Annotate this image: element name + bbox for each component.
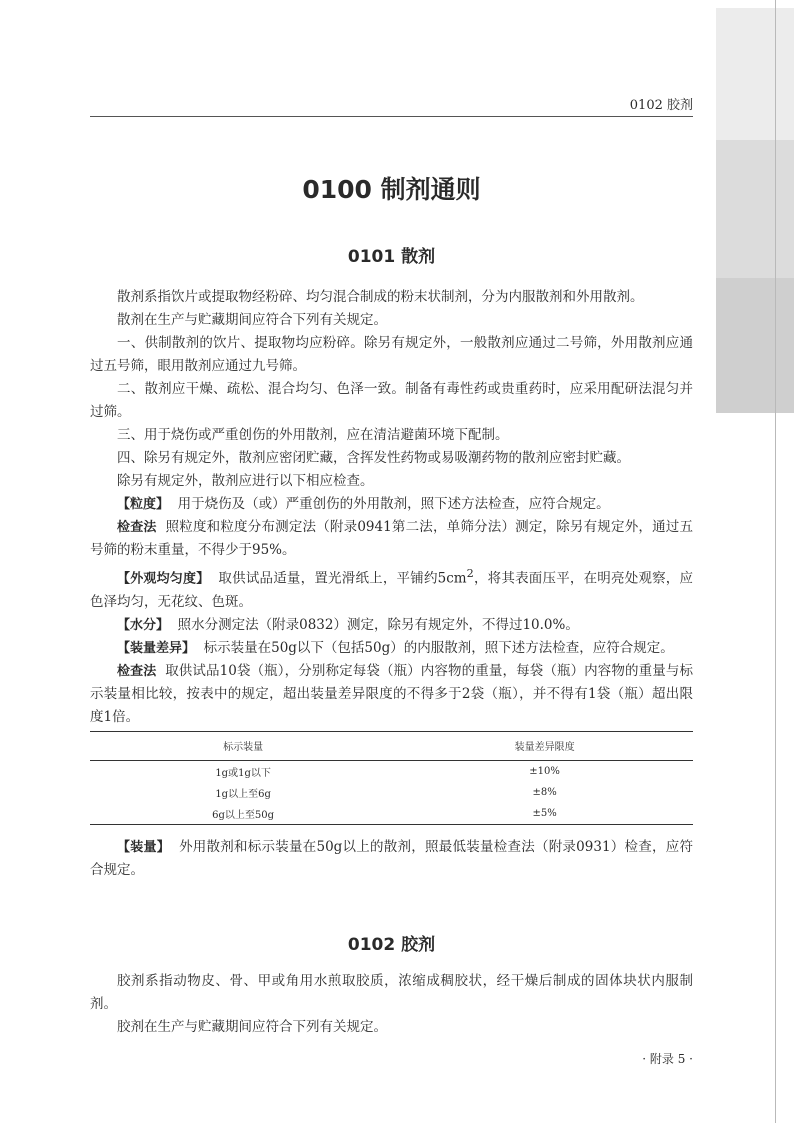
- check-weight-variation: [90, 637, 693, 660]
- check-moisture: [90, 614, 693, 637]
- table-row: [90, 782, 693, 803]
- check-text: ，将其表面压平，在明亮处观察，应色泽均匀，无花纹、色斑。: [90, 570, 694, 610]
- powders-body: [90, 286, 693, 729]
- check-label: 检查法: [117, 520, 157, 535]
- check-granularity: [90, 493, 693, 516]
- fill-quantity-body: [90, 836, 693, 882]
- check-label: 【装量】: [117, 840, 170, 855]
- table-cell: 1g以上至6g: [215, 789, 271, 800]
- paragraph: 二、散剂应干燥、疏松、混合均匀、色泽一致。制备有毒性药或贵重药时，应采用配研法混匀并过筛。: [90, 381, 693, 420]
- check-text: 取供试品10袋（瓶），分别称定每袋（瓶）内容物的重量，每袋（瓶）内容物的重量与标示装量相比较，按表中的规定，超出装量差异限度的不得多于2袋（瓶），并不得有1袋（瓶）超出限度1倍。: [90, 662, 693, 725]
- check-label: 【粒度】: [117, 497, 170, 512]
- page-edge-tab-dark: [716, 278, 794, 413]
- check-text: 外用散剂和标示装量在50g以上的散剂，照最低装量检查法（附录0931）检查，应符合规定。: [90, 839, 693, 878]
- paragraph: 散剂系指饮片或提取物经粉碎、均匀混合制成的粉末状制剂，分为内服散剂和外用散剂。: [117, 289, 644, 305]
- table-cell: 6g以上至50g: [90, 803, 396, 825]
- check-method-weight: [90, 660, 693, 729]
- check-label: 检查法: [117, 663, 157, 679]
- paragraph: 一、供制散剂的饮片、提取物均应粉碎。除另有规定外，一般散剂应通过二号筛，外用散剂应通过五号筛，眼用散剂应通过九号筛。: [90, 335, 693, 374]
- check-text: 照粒度和粒度分布测定法（附录0941第二法，单筛分法）测定，除另有规定外，通过五号筛的粉末重量，不得少于95%。: [90, 519, 693, 558]
- page-edge-line: [775, 0, 776, 1123]
- section-title-powders: 0101 散剂: [347, 247, 436, 267]
- table-cell: 1g或1g以下: [215, 768, 271, 779]
- table-row: [90, 803, 693, 825]
- check-text: 用于烧伤及（或）严重创伤的外用散剂，照下述方法检查，应符合规定。: [177, 496, 610, 512]
- check-uniformity: [90, 562, 693, 614]
- check-fill-quantity: [90, 836, 693, 882]
- gelatin-body: [90, 970, 693, 1039]
- weight-variation-table: [90, 731, 693, 825]
- page-number: · 附录 5 ·: [642, 1052, 693, 1066]
- chapter-title: 0100 制剂通则: [302, 175, 481, 204]
- superscript: 2: [466, 567, 474, 580]
- table-cell: ±10%: [529, 766, 560, 777]
- paragraph: 散剂在生产与贮藏期间应符合下列有关规定。: [117, 312, 387, 328]
- check-label: 【装量差异】: [117, 640, 196, 656]
- table-cell: ±5%: [396, 803, 693, 825]
- table-header-row: [90, 732, 693, 761]
- section-title-gelatin: 0102 胶剂: [347, 935, 436, 955]
- paragraph: 四、除另有规定外，散剂应密闭贮藏，含挥发性药物或易吸潮药物的散剂应密封贮藏。: [117, 450, 630, 466]
- check-label: 【水分】: [117, 617, 170, 633]
- check-text: 取供试品适量，置光滑纸上，平铺约5cm: [218, 570, 467, 587]
- check-text: 照水分测定法（附录0832）测定，除另有规定外，不得过10.0%。: [177, 616, 579, 633]
- page-edge-tab-light: [716, 8, 794, 140]
- paragraph: 胶剂系指动物皮、骨、甲或角用水煎取胶质，浓缩成稠胶状，经干燥后制成的固体块状内服制剂。: [90, 973, 693, 1012]
- page-edge-tab-mid: [716, 140, 794, 278]
- paragraph: 除另有规定外，散剂应进行以下相应检查。: [117, 473, 374, 489]
- table-header-cell: 装量差异限度: [396, 732, 693, 761]
- header-rule: [90, 116, 693, 117]
- table-cell: ±8%: [532, 787, 557, 798]
- check-text: 标示装量在50g以下（包括50g）的内服散剂，照下述方法检查，应符合规定。: [203, 639, 674, 656]
- check-method-granularity: [90, 516, 693, 562]
- table-row: [90, 761, 693, 783]
- paragraph: 胶剂在生产与贮藏期间应符合下列有关规定。: [117, 1019, 387, 1035]
- paragraph: 三、用于烧伤或严重创伤的外用散剂，应在清洁避菌环境下配制。: [117, 427, 509, 443]
- running-head: 0102 胶剂: [629, 98, 693, 113]
- table-header-cell: 标示装量: [90, 732, 396, 761]
- check-label: 【外观均匀度】: [117, 571, 210, 587]
